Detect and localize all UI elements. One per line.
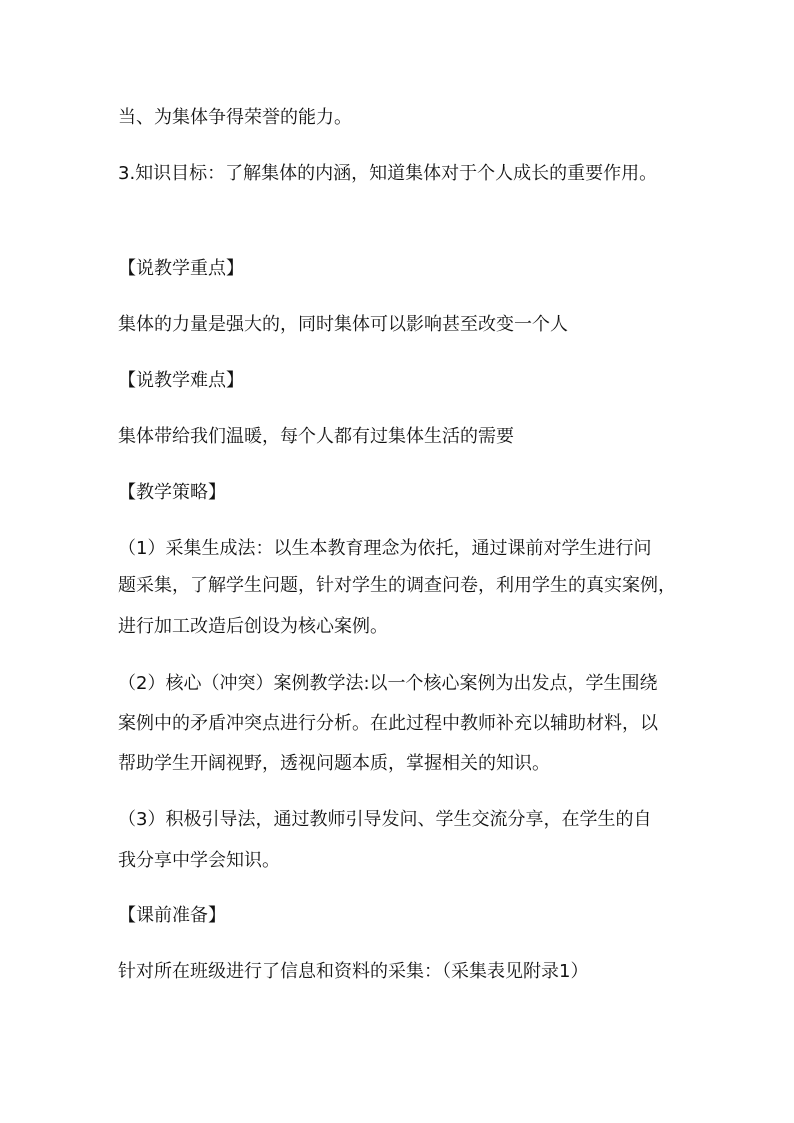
strategy-1-line-2: 题采集，了解学生问题，针对学生的调查问卷，利用学生的真实案例， [118,575,676,596]
strategy-2-line-3: 帮助学生开阔视野，透视问题本质，掌握相关的知识。 [118,753,550,774]
strategy-2-line-1: （2）核心（冲突）案例教学法:以一个核心案例为出发点，学生围绕 [118,673,658,694]
preparation-heading: 【课前准备】 [118,905,226,926]
strategy-1-line-3: 进行加工改造后创设为核心案例。 [118,616,388,637]
strategy-3-line-2: 我分享中学会知识。 [118,850,280,871]
key-point-text: 集体的力量是强大的，同时集体可以影响甚至改变一个人 [118,314,568,335]
difficulty-text: 集体带给我们温暖，每个人都有过集体生活的需要 [118,426,514,447]
strategy-1-line-1: （1）采集生成法：以生本教育理念为依托，通过课前对学生进行问 [118,538,652,559]
objective-line-end: 当、为集体争得荣誉的能力。 [118,107,352,128]
strategy-heading: 【教学策略】 [118,482,226,503]
key-point-heading: 【说教学重点】 [118,258,244,279]
preparation-text: 针对所在班级进行了信息和资料的采集：（采集表见附录1） [118,961,589,982]
strategy-3-line-1: （3）积极引导法，通过教师引导发问、学生交流分享，在学生的自 [118,809,652,830]
strategy-2-line-2: 案例中的矛盾冲突点进行分析。在此过程中教师补充以辅助材料，以 [118,713,658,734]
knowledge-objective: 3.知识目标：了解集体的内涵，知道集体对于个人成长的重要作用。 [118,163,658,184]
difficulty-heading: 【说教学难点】 [118,370,244,391]
